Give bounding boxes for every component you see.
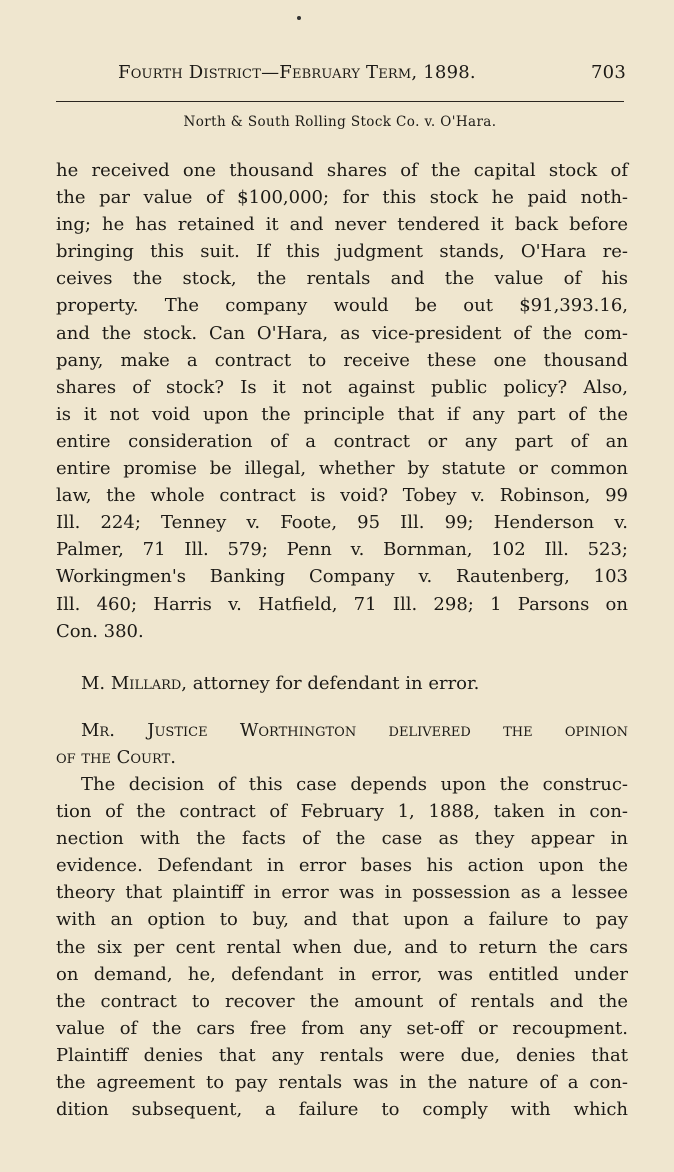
opinion-heading-line-2: of the Court.: [56, 747, 176, 769]
text-line: Workingmen's Banking Company v. Rautenberg, 103: [56, 566, 628, 588]
print-speck: [297, 16, 301, 20]
text-line: value of the cars free from any set-off or recoupment.: [56, 1017, 628, 1039]
text-line: pany, make a contract to receive these one thousand: [56, 349, 628, 371]
text-line: the agreement to pay rentals was in the nature of a con-: [56, 1072, 628, 1094]
text-line: bringing this suit. If this judgment stands, O'Hara re-: [56, 241, 628, 263]
attorney-name: M. Millard,: [81, 673, 188, 694]
text-line: property. The company would be out $91,393.16,: [56, 295, 628, 317]
text-line: Ill. 460; Harris v. Hatfield, 71 Ill. 298; 1 Parsons on: [56, 593, 628, 615]
text-line: Plaintiff denies that any rentals were due, denies that: [56, 1044, 628, 1066]
text-line: with an option to buy, and that upon a failure to pay: [56, 909, 628, 931]
text-line: evidence. Defendant in error bases his action upon the: [56, 855, 628, 877]
attorney-role: attorney for defendant in error.: [192, 673, 480, 694]
text-line: the contract to recover the amount of rentals and the: [56, 990, 628, 1012]
attorney-line: [56, 670, 628, 697]
text-line: ing; he has retained it and never tendered it back before: [56, 214, 628, 236]
opinion-paragraph: [56, 771, 628, 1123]
running-head-title: Fourth District—February Term, 1898.: [118, 62, 476, 83]
header-rule: [56, 101, 624, 102]
text-line: ceives the stock, the rentals and the value of his: [56, 268, 628, 290]
text-line: Palmer, 71 Ill. 579; Penn v. Bornman, 102 Ill. 523;: [56, 539, 628, 561]
text-line: is it not void upon the principle that if any part of the: [56, 403, 628, 425]
text-line: entire promise be illegal, whether by statute or common: [56, 458, 628, 480]
page-number: 703: [591, 62, 626, 83]
text-line: and the stock. Can O'Hara, as vice-president of the com-: [56, 322, 628, 344]
case-title: North & South Rolling Stock Co. v. O'Hara.: [183, 114, 497, 130]
opinion-heading: [56, 717, 628, 771]
text-line: entire consideration of a contract or any part of an: [56, 430, 628, 452]
text-line: theory that plaintiff in error was in possession as a lessee: [56, 882, 628, 904]
text-line: law, the whole contract is void? Tobey v. Robinson, 99: [56, 485, 628, 507]
text-line: the six per cent rental when due, and to return the cars: [56, 936, 628, 958]
text-line: nection with the facts of the case as they appear in: [56, 828, 628, 850]
text-line: tion of the contract of February 1, 1888, taken in con-: [56, 801, 628, 823]
text-line: dition subsequent, a failure to comply with which: [56, 1099, 628, 1121]
text-line: The decision of this case depends upon the construc-: [81, 774, 628, 795]
opinion-heading-line-1: Mr. Justice Worthington delivered the opinion: [81, 720, 628, 741]
text-line: shares of stock? Is it not against public policy? Also,: [56, 376, 628, 398]
argument-paragraph: [56, 157, 628, 645]
text-line: on demand, he, defendant in error, was entitled under: [56, 963, 628, 985]
text-line: Ill. 224; Tenney v. Foote, 95 Ill. 99; Henderson v.: [56, 512, 628, 534]
text-line: the par value of $100,000; for this stock he paid noth-: [56, 187, 628, 209]
running-head: [118, 62, 626, 88]
text-line: Con. 380.: [56, 620, 144, 642]
text-line: he received one thousand shares of the capital stock of: [56, 160, 628, 181]
